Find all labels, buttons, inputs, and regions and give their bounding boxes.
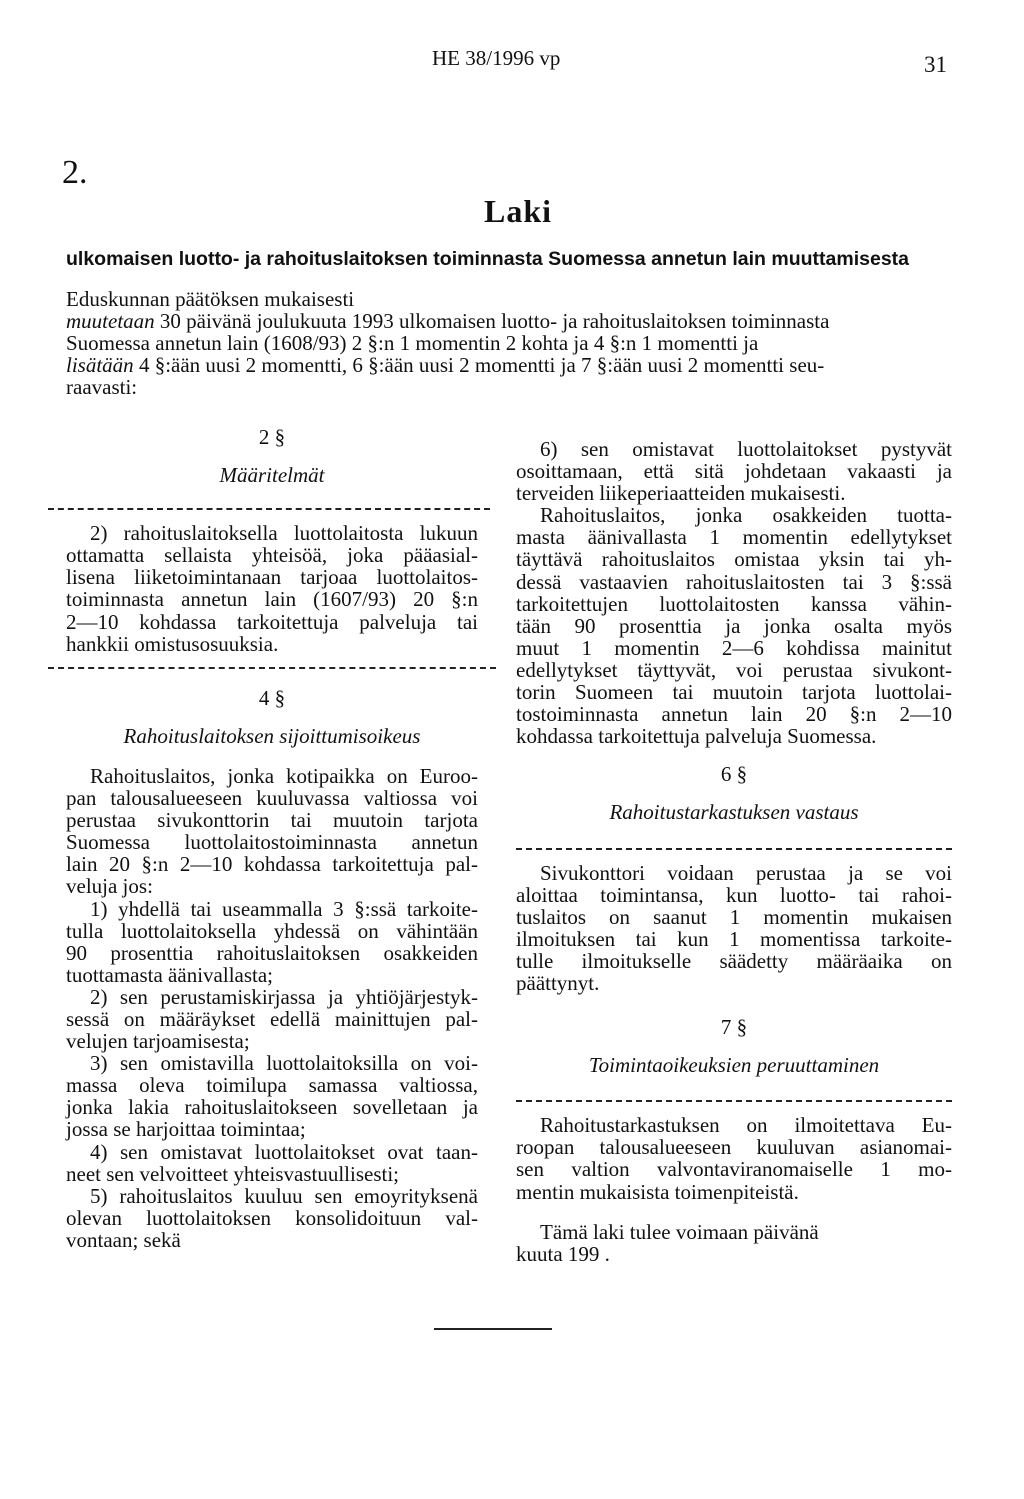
text-line: Rahoitustarkastuksen on ilmoitettava Eu- — [540, 1113, 952, 1138]
section-7-title: Toimintaoikeuksien peruuttaminen — [588, 1053, 880, 1078]
section-4-number: 4 § — [258, 685, 286, 710]
text-line: hankkii omistusosuuksia. — [66, 631, 279, 656]
text-line: 2—10 kohdassa tarkoitettuja palveluja tai — [66, 609, 478, 634]
text-line: tulla luottolaitoksella yhdessä on vähintään — [66, 918, 478, 943]
text-line: tostoiminnasta annetun lain 20 §:n 2—10 — [516, 702, 952, 727]
preamble-text: 4 §:ään uusi 2 momentti, 6 §:ään uusi 2 momentti ja 7 §:ään uusi 2 momentti seu- — [133, 353, 825, 377]
text-line: olevan luottolaitoksen konsolidoituun val- — [66, 1205, 478, 1230]
text-line: sen valtion valvontaviranomaiselle 1 mo- — [516, 1157, 952, 1182]
text-line: täyttävä rahoituslaitos omistaa yksin tai yh- — [516, 547, 952, 572]
page-number: 31 — [924, 52, 947, 77]
text-line: mentin mukaisista toimenpiteistä. — [516, 1179, 799, 1204]
document-id: HE 38/1996 vp — [432, 46, 561, 70]
text-line: 3) sen omistavilla luottolaitoksilla on voi- — [90, 1051, 478, 1076]
section-6-number: 6 § — [720, 762, 748, 787]
text-line: pan talousalueeseen kuuluvassa valtiossa voi — [66, 786, 478, 811]
right-column — [516, 420, 952, 1265]
preamble-text: 30 päivänä joulukuuta 1993 ulkomaisen luotto- ja rahoituslaitoksen toiminnasta — [154, 309, 830, 333]
preamble-keyword: lisätään — [66, 353, 134, 377]
section-2-title: Määritelmät — [219, 463, 325, 488]
text-line: masta äänivallasta 1 momentin edellytykset — [516, 525, 952, 550]
section-6-title: Rahoitustarkastuksen vastaus — [609, 800, 859, 825]
omission-dashes — [48, 508, 490, 510]
text-line: toiminnasta annetun lain (1607/93) 20 §:n — [66, 587, 478, 612]
text-line: aloittaa toimintansa, kun luotto- tai rahoi- — [516, 882, 952, 907]
text-line: 90 prosenttia rahoituslaitoksen osakkeiden — [66, 940, 478, 965]
text-line: velujen tarjoamisesta; — [66, 1029, 250, 1054]
closing-statement — [516, 1221, 952, 1265]
omission-dashes — [48, 667, 496, 669]
section-7-body — [516, 1114, 952, 1202]
text-line: dessä vastaavien rahoituslaitosten tai 3 §:ssä — [516, 569, 952, 594]
section-2-paragraph — [66, 522, 478, 655]
section-number: 2. — [62, 154, 88, 191]
text-line: tulle ilmoitukselle säädetty määräaika on — [516, 948, 952, 973]
section-7-number: 7 § — [720, 1015, 748, 1040]
text-line: 5) rahoituslaitos kuuluu sen emoyrityksenä — [90, 1183, 478, 1208]
text-line: torin Suomeen tai muutoin tarjota luottolai- — [516, 680, 952, 705]
text-line: roopan talousalueeseen kuuluvan asianomai- — [516, 1135, 952, 1160]
text-line: Sivukonttori voidaan perustaa ja se voi — [540, 860, 952, 885]
text-line: päättynyt. — [516, 970, 600, 995]
page-header — [0, 46, 1024, 86]
text-line: 2) sen perustamiskirjassa ja yhtiöjärjestyk- — [90, 984, 478, 1009]
left-column — [66, 420, 478, 1251]
text-line: Suomessa luottolaitostoiminnasta annetun — [66, 830, 478, 855]
text-line: 4) sen omistavat luottolaitokset ovat taan- — [90, 1139, 478, 1164]
preamble-line: Suomessa annetun lain (1608/93) 2 §:n 1 momentin 2 kohta ja 4 §:n 1 momentti ja — [66, 331, 759, 355]
section-6-body — [516, 862, 952, 995]
section-4-title: Rahoituslaitoksen sijoittumisoikeus — [123, 723, 421, 748]
text-line: Rahoituslaitos, jonka kotipaikka on Euroo- — [90, 763, 478, 788]
text-line: tarkoitettujen luottolaitosten kanssa vähin- — [516, 591, 952, 616]
text-line: jossa se harjoittaa toimintaa; — [66, 1117, 306, 1142]
text-line: neet sen velvoitteet yhteisvastuullisesti; — [66, 1161, 400, 1186]
omission-dashes — [516, 848, 952, 850]
text-line: kohdassa tarkoitettuja palveluja Suomessa. — [516, 724, 877, 749]
text-line: osoittamaan, että sitä johdetaan vakaasti ja — [516, 459, 952, 484]
preamble-line — [66, 354, 966, 376]
end-rule — [434, 1328, 552, 1330]
text-line: jonka lakia rahoituslaitokseen sovelletaan ja — [66, 1095, 478, 1120]
text-line: vontaan; sekä — [66, 1227, 181, 1252]
text-line: tään 90 prosenttia ja jonka osalta myös — [516, 613, 952, 638]
text-line: veluja jos: — [66, 874, 153, 899]
text-line: ilmoituksen tai kun 1 momentissa tarkoite- — [516, 926, 952, 951]
text-line: Tämä laki tulee voimaan päivänä — [540, 1219, 819, 1244]
text-line: edellytykset täyttyvät, voi perustaa sivukont- — [516, 657, 952, 682]
text-line: ottamatta sellaista yhteisöä, joka pääasial- — [66, 543, 478, 568]
text-line: tuslaitos on saanut 1 momentin mukaisen — [516, 904, 952, 929]
text-line: lain 20 §:n 2—10 kohdassa tarkoitettuja pal- — [66, 852, 478, 877]
text-line: 6) sen omistavat luottolaitokset pystyvät — [540, 437, 952, 461]
preamble-keyword: muutetaan — [66, 309, 155, 333]
text-line: perustaa sivukonttorin tai muutoin tarjota — [66, 808, 478, 833]
preamble — [66, 288, 966, 398]
law-title: Laki — [483, 193, 553, 229]
section-4-continuation — [516, 438, 952, 747]
text-line: Rahoituslaitos, jonka osakkeiden tuotta- — [540, 503, 952, 528]
text-line: terveiden liikeperiaatteiden mukaisesti. — [516, 481, 846, 506]
omission-dashes — [516, 1100, 952, 1102]
preamble-line: Eduskunnan päätöksen mukaisesti — [66, 287, 355, 311]
text-line: 1) yhdellä tai useammalla 3 §:ssä tarkoite- — [90, 896, 478, 921]
section-2-number: 2 § — [258, 425, 286, 449]
text-line: 2) rahoituslaitoksella luottolaitosta lukuun — [90, 521, 478, 546]
text-line: lisena liiketoimintanaan tarjoaa luottolaitos- — [66, 565, 478, 590]
text-line: muut 1 momentin 2—6 kohdissa mainitut — [516, 635, 952, 660]
text-line: sessä on määräykset edellä mainittujen pal- — [66, 1006, 478, 1031]
text-line: tuottamasta äänivallasta; — [66, 962, 274, 987]
text-line: massa oleva toimilupa samassa valtiossa, — [66, 1073, 478, 1098]
section-4-body — [66, 765, 478, 1251]
preamble-line — [66, 310, 966, 332]
text-line: kuuta 199 . — [516, 1241, 610, 1266]
preamble-line: raavasti: — [66, 375, 138, 399]
law-subtitle: ulkomaisen luotto- ja rahoituslaitoksen toiminnasta Suomessa annetun lain muuttamisesta — [66, 248, 910, 270]
